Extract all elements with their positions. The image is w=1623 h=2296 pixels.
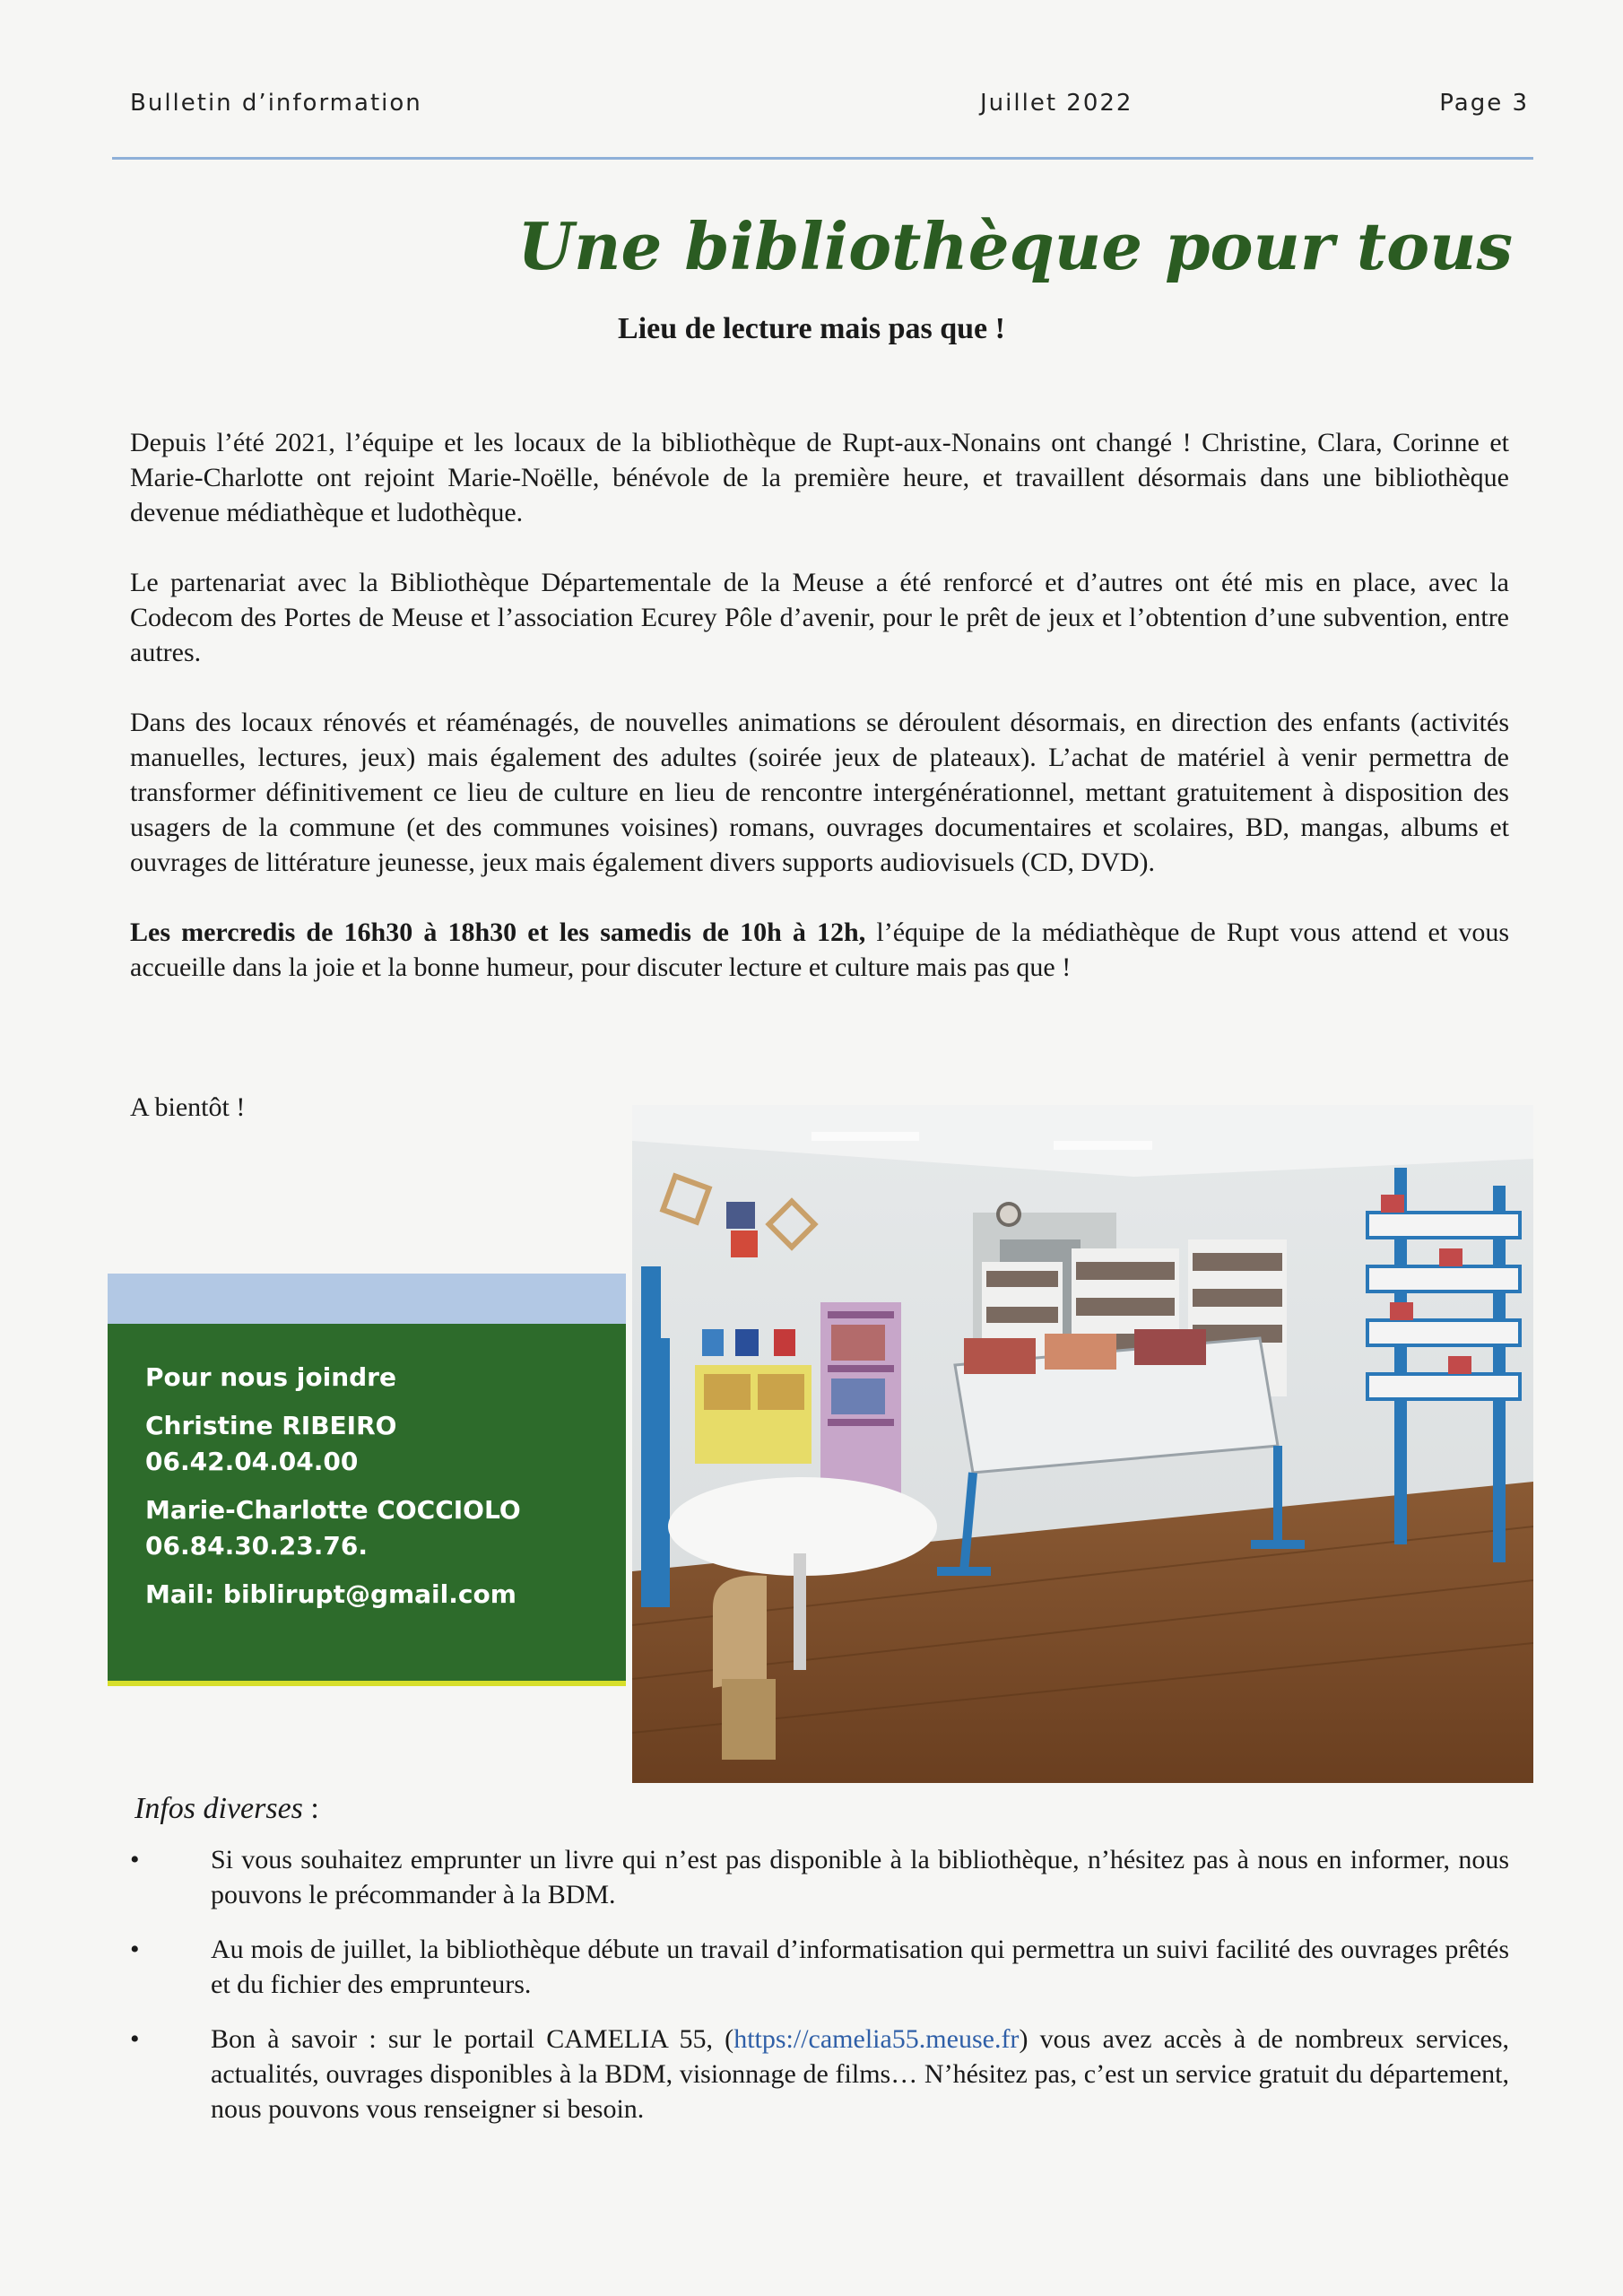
contact-mail[interactable]: Mail: biblirupt@gmail.com bbox=[145, 1579, 516, 1609]
infos-title bbox=[135, 1792, 319, 1826]
contact-phone-2[interactable]: 06.84.30.23.76. bbox=[145, 1531, 369, 1561]
contact-name-1: Christine RIBEIRO bbox=[145, 1411, 397, 1440]
hours-rest: l’équipe de la médiathèque de Rupt vous attend et vous accueille dans la joie et la bonne humeur, pour discuter lecture et culture mais pas que ! bbox=[130, 918, 1509, 982]
list-item bbox=[130, 2022, 1509, 2126]
list-item bbox=[130, 1932, 1509, 2002]
contact-box bbox=[108, 1324, 626, 1686]
contact-phone-1[interactable]: 06.42.04.04.00 bbox=[145, 1447, 359, 1476]
page-number: Page 3 bbox=[1439, 90, 1529, 117]
camelia-link[interactable]: https://camelia55.meuse.fr bbox=[733, 2024, 1020, 2054]
article-title: Une bibliothèque pour tous bbox=[517, 208, 1513, 284]
library-photo-illustration bbox=[632, 1105, 1533, 1783]
contact-name-2: Marie-Charlotte COCCIOLO bbox=[145, 1495, 521, 1525]
page-header bbox=[130, 90, 1529, 129]
issue-date: Juillet 2022 bbox=[980, 90, 1133, 117]
paragraph-hours bbox=[130, 915, 1509, 985]
hours-bold: Les mercredis de 16h30 à 18h30 et les samedis de 10h à 12h, bbox=[130, 918, 866, 947]
paragraph-1: Depuis l’été 2021, l’équipe et les locaux de la bibliothèque de Rupt-aux-Nonains ont changé ! Christine, Clara, Corinne et Marie-Charlotte ont rejoint Marie-Noëlle, bénévole de la première heure, et travaillent désormais dans une bibliothèque devenue médiathèque et ludothèque. bbox=[130, 428, 1509, 527]
bullet-icon: • bbox=[130, 1935, 140, 1964]
infos-title-colon: : bbox=[302, 1792, 319, 1825]
contact-person-1 bbox=[145, 1408, 626, 1480]
contact-person-2 bbox=[145, 1492, 626, 1564]
infos-item-1: Si vous souhaitez emprunter un livre qui n’est pas disponible à la bibliothèque, n’hésitez pas à nous en informer, nous pouvons le précommander à la BDM. bbox=[211, 1845, 1509, 1909]
library-room-photo bbox=[632, 1105, 1533, 1783]
paragraph-2: Le partenariat avec la Bibliothèque Départementale de la Meuse a été renforcé et d’autres ont été mis en place, avec la Codecom des Portes de Meuse et l’association Ecurey Pôle d’avenir, pour le prêt de jeux et l’obtention d’une subvention, entre autres. bbox=[130, 568, 1509, 667]
article-subtitle: Lieu de lecture mais pas que ! bbox=[618, 312, 1005, 345]
header-divider bbox=[112, 157, 1533, 160]
infos-title-text: Infos diverses bbox=[135, 1792, 303, 1825]
bullet-icon: • bbox=[130, 2024, 140, 2054]
bulletin-label: Bulletin d’information bbox=[130, 90, 422, 117]
infos-item-3-after: ) vous avez accès à de nombreux services, actualités, ouvrages disponibles à la BDM, visionnage de films… N’hésitez pas, c’est un service gratuit du département, nous pouvons vous renseigner si besoin. bbox=[211, 2024, 1509, 2124]
paragraph-3: Dans des locaux rénovés et réaménagés, de nouvelles animations se déroulent désormais, en direction des enfants (activités manuelles, lectures, jeux) mais également des adultes (soirée jeux de plateaux). L’achat de matériel à venir permettra de transformer définitivement ce lieu de culture en lieu de rencontre intergénérationnel, mettant gratuitement à disposition des usagers de la commune (et des communes voisines) romans, ouvrages documentaires et scolaires, BD, mangas, albums et ouvrages de littérature jeunesse, jeux mais également divers supports audiovisuels (CD, DVD). bbox=[130, 708, 1509, 877]
closing-line: A bientôt ! bbox=[130, 1092, 246, 1122]
bullet-icon: • bbox=[130, 1845, 140, 1874]
contact-heading: Pour nous joindre bbox=[145, 1362, 396, 1392]
infos-item-3-before: Bon à savoir : sur le portail CAMELIA 55, ( bbox=[211, 2024, 734, 2054]
infos-item-2: Au mois de juillet, la bibliothèque débute un travail d’informatisation qui permettra un suivi facilité des ouvrages prêtés et du fichier des emprunteurs. bbox=[211, 1935, 1509, 1999]
article-body bbox=[130, 425, 1509, 1020]
list-item bbox=[130, 1842, 1509, 1912]
infos-list bbox=[130, 1842, 1509, 2146]
